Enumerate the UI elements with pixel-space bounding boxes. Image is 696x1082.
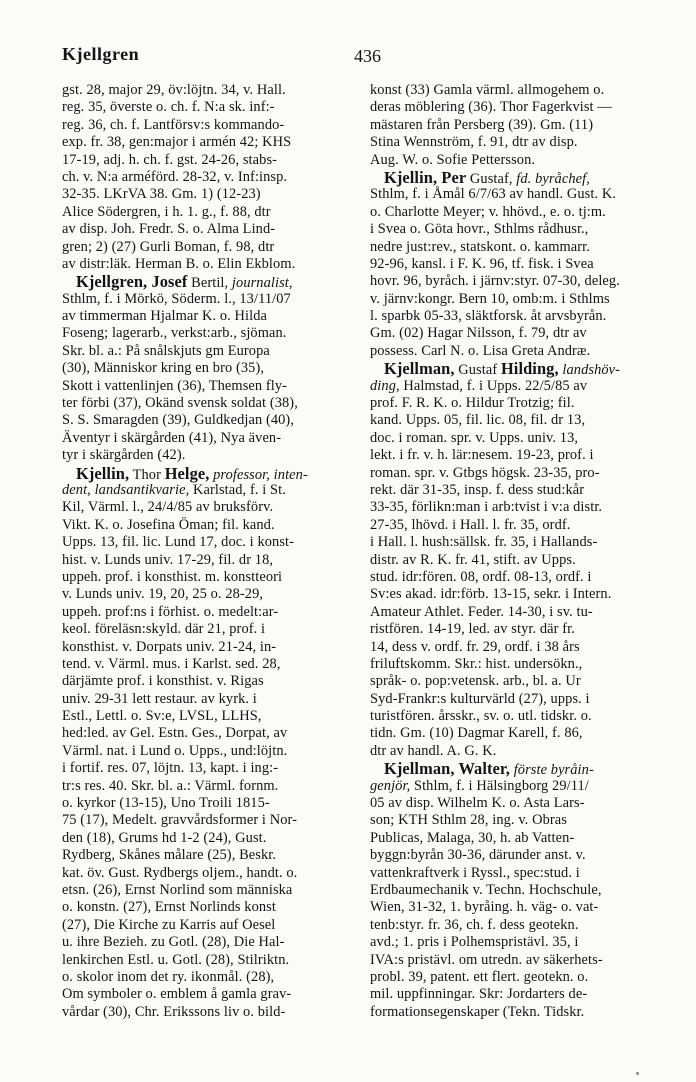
entry-title: landshöv-	[558, 362, 621, 379]
text-line: 05 av disp. Wilhelm K. o. Asta Lars-	[370, 795, 585, 812]
entry-headword: Kjellman,	[384, 359, 455, 379]
text-line: Äventyr i skärgården (41), Nya även-	[62, 429, 282, 446]
text-line: kat. öv. Gust. Rydbergs oljem., handt. o.	[62, 864, 298, 881]
text-line: av distr:läk. Herman B. o. Elin Ekblom.	[62, 255, 296, 272]
running-head: Kjellgren	[62, 44, 140, 64]
text-line: hed:led. av Gel. Estn. Ges., Dorpat, av	[62, 725, 288, 742]
entry-title: ding,	[370, 377, 400, 394]
text-line: Upps. 13, fil. lic. Lund 17, doc. i konst-	[62, 534, 295, 551]
text-line: Aug. W. o. Sofie Pettersson.	[370, 151, 536, 168]
text-line: rekt. där 31-35, insp. f. dess stud:kår	[370, 481, 585, 498]
text-line: byggn:byrån 30-36, därunder anst. v.	[370, 847, 586, 864]
text-line: mil. uppfinningar. Skr: Jordarters de-	[370, 986, 588, 1003]
text-line: ristfören. 14-19, led. av styr. där fr.	[370, 621, 575, 638]
text-line: hovr. 96, byråch. i järnv:styr. 07-30, deleg.	[370, 273, 620, 290]
text-line: o. kyrkor (13-15), Uno Troili 1815-	[62, 795, 270, 812]
text-line	[370, 778, 672, 795]
text-line	[370, 378, 672, 395]
text-line: vårdar (30), Chr. Erikssons liv o. bild-	[62, 1003, 286, 1020]
entry-text: Karlstad, f. i St.	[189, 481, 286, 498]
text-line: i Svea o. Göta hovr., Sthlms rådhusr.,	[370, 221, 589, 238]
text-line: distr. av R. K. fr. 41, stift. av Upps.	[370, 551, 576, 568]
text-line	[62, 465, 366, 482]
text-line: reg. 36, ch. f. Lantförsv:s kommando-	[62, 116, 285, 133]
text-line: i fortif. res. 07, löjtn. 13, kapt. i ing:-	[62, 760, 279, 777]
text-line: den (18), Grums hd 1-2 (24), Gust.	[62, 829, 267, 846]
text-line: S. S. Smaragden (39), Guldkedjan (40),	[62, 412, 295, 429]
text-line: Amateur Athlet. Feder. 14-30, i sv. tu-	[370, 603, 593, 620]
text-line: nedre just:rev., statskont. o. kammarr.	[370, 238, 590, 255]
text-line: friluftskomm. Skr.: hist. undersökn.,	[370, 655, 583, 672]
text-line: i Hall. l. hush:sällsk. fr. 35, i Hallands-	[370, 534, 598, 551]
entry-title: genjör,	[370, 777, 411, 794]
page-number: 436	[354, 46, 381, 66]
text-line: Publicas, Malaga, 30, h. ab Vatten-	[370, 829, 575, 846]
entry-text: Gustaf,	[466, 170, 517, 187]
entry-text: Halmstad, f. i Upps. 22/5/85 av	[399, 377, 588, 394]
text-line: av timmerman Hjalmar K. o. Hilda	[62, 308, 268, 325]
entry-headword: Kjellin,	[76, 463, 130, 483]
text-line: därjämte prof. i konsthist. v. Rigas	[62, 673, 264, 690]
text-line: 32-35. LKrVA 38. Gm. 1) (12-23)	[62, 186, 261, 203]
entry-text: Thor	[129, 466, 165, 483]
text-line: tend. v. Värml. mus. i Karlst. sed. 28,	[62, 655, 281, 672]
text-line: mästaren från Persberg (39). Gm. (11)	[370, 116, 594, 133]
text-line: Wien, 31-32, 1. byråing. h. väg- o. vat-	[370, 899, 599, 916]
text-line: konsthist. v. Dorpats univ. 21-24, in-	[62, 638, 277, 655]
text-line: Sthlm, f. i Mörkö, Söderm. l., 13/11/07	[62, 290, 291, 307]
text-line: l. sparbk 05-33, släktforsk. åt arvsbyrån.	[370, 308, 607, 325]
text-line: lekt. i fr. v. h. lär:nesem. 19-23, prof. i	[370, 447, 594, 464]
text-line: konst (33) Gamla värml. allmogehem o.	[370, 82, 605, 98]
text-line: avd.; 1. pris i Polhemspristävl. 35, i	[370, 934, 579, 951]
text-line: 27-35, lhövd. i Hall. l. fr. 35, ordf.	[370, 516, 571, 533]
text-line: prof. F. R. K. o. Hildur Trotzig; fil.	[370, 395, 575, 412]
text-line: roman. spr. v. Gtbgs högsk. 23-35, pro-	[370, 464, 600, 481]
text-line: tidn. Gm. (10) Dagmar Karell, f. 86,	[370, 725, 583, 742]
right-column	[370, 82, 672, 1021]
text-line: deras möblering (36). Thor Fagerkvist —	[370, 99, 612, 116]
text-line: Rydberg, Skånes målare (25), Beskr.	[62, 847, 277, 864]
text-line: Kil, Värml. l., 24/4/85 av bruksförv.	[62, 499, 274, 516]
text-line: Stina Wennström, f. 91, dtr av disp.	[370, 134, 578, 151]
text-line: Vikt. K. o. Josefina Öman; fil. kand.	[62, 516, 275, 533]
text-line: etsn. (26), Ernst Norlind som människa	[62, 881, 293, 898]
text-line: språk- o. pop:vetensk. arb., bl. a. Ur	[370, 673, 581, 690]
text-line: Om symboler o. emblem å gamla grav-	[62, 986, 292, 1003]
text-line: Sv:es akad. idr:förb. 13-15, sekr. i Intern.	[370, 586, 612, 603]
text-line: IVA:s pristävl. om utredn. av säkerhets-	[370, 951, 603, 968]
text-line	[370, 169, 672, 186]
text-line: Skott i vattenlinjen (36), Themsen fly-	[62, 377, 288, 394]
text-line: exp. fr. 38, gen:major i armén 42; KHS	[62, 134, 292, 151]
scan-speck	[636, 1072, 639, 1075]
text-line: v. järnv:kongr. Bern 10, omb:m. i Sthlms	[370, 290, 610, 307]
text-line: dtr av handl. A. G. K.	[370, 742, 497, 759]
text-line: 33-35, förlikn:man i arb:tvist i v:a distr.	[370, 499, 603, 516]
text-line: Sthlm, f. i Åmål 6/7/63 av handl. Gust. K.	[370, 186, 617, 203]
entry-text: Gustaf	[454, 362, 501, 379]
entry-title: journalist,	[231, 275, 293, 292]
entry-headword: Hilding,	[500, 359, 559, 379]
text-line: (30), Människor kring en bro (35),	[62, 360, 265, 377]
text-line: turistfören. årsskr., sv. o. utl. tidskr. o.	[370, 708, 592, 725]
text-line: univ. 29-31 lett restaur. av kyrk. i	[62, 690, 257, 707]
text-line: doc. i roman. spr. v. Upps. univ. 13,	[370, 429, 579, 446]
text-line: stud. idr:fören. 08, ordf. 08-13, ordf. i	[370, 568, 592, 585]
text-line: ter förbi (37), Okänd svensk soldat (38),	[62, 395, 298, 412]
text-line: Syd-Frankr:s kulturvärld (27), upps. i	[370, 690, 590, 707]
text-line: keol. föreläsn:skyld. där 21, prof. i	[62, 621, 266, 638]
entry-title: dent, landsantikvarie,	[62, 481, 190, 498]
left-column	[62, 82, 366, 1021]
text-line	[62, 273, 366, 290]
entry-title: förste byråin-	[510, 762, 594, 779]
text-line	[62, 482, 366, 499]
text-line: u. ihre Bezieh. zu Gotl. (28), Die Hal-	[62, 934, 285, 951]
text-line: 17-19, adj. h. ch. f. gst. 24-26, stabs-	[62, 151, 278, 168]
text-line: 14, dess v. ordf. fr. 29, ordf. i 38 års	[370, 638, 580, 655]
text-line: Foseng; lagerarb., verkst:arb., sjöman.	[62, 325, 287, 342]
text-line: tr:s res. 40. Skr. bl. a.: Värml. fornm.	[62, 777, 279, 794]
entry-text: Bertil,	[187, 275, 232, 292]
text-line: o. skolor inom det ry. ikonmål. (28),	[62, 968, 275, 985]
text-line: Skr. bl. a.: På snålskjuts gm Europa	[62, 342, 270, 359]
text-line: v. Lunds univ. 19, 20, 25 o. 28-29,	[62, 586, 264, 603]
text-line: lenkirchen Estl. u. Gotl. (28), Stilriktn.	[62, 951, 290, 968]
text-line	[370, 360, 672, 377]
text-line: Estl., Lettl. o. Sv:e, LVSL, LLHS,	[62, 708, 262, 725]
text-line: 92-96, kansl. i F. K. 96, tf. fisk. i Svea	[370, 255, 594, 272]
text-line: kand. Upps. 05, fil. lic. 08, fil. dr 13,	[370, 412, 586, 429]
entry-title: fd. byråchef,	[516, 170, 590, 187]
entry-title: professor, inten-	[209, 466, 308, 483]
text-line: (27), Die Kirche zu Karris auf Oesel	[62, 916, 276, 933]
text-line: formationsegenskaper (Tekn. Tidskr.	[370, 1003, 585, 1020]
text-line: son; KTH Sthlm 28, ing. v. Obras	[370, 812, 567, 829]
text-line: av disp. Joh. Fredr. S. o. Alma Lind-	[62, 221, 276, 238]
text-line: Gm. (02) Hagar Nilsson, f. 79, dtr av	[370, 325, 587, 342]
text-line: possess. Carl N. o. Lisa Greta Andræ.	[370, 342, 591, 359]
text-line: reg. 35, överste o. ch. f. N:a sk. inf:-	[62, 99, 275, 116]
text-line: gst. 28, major 29, öv:löjtn. 34, v. Hall.	[62, 82, 286, 98]
text-line: o. konstn. (27), Ernst Norlinds konst	[62, 899, 276, 916]
entry-headword: Kjellin, Per	[384, 167, 467, 187]
text-line: tyr i skärgården (42).	[62, 447, 186, 464]
text-line: uppeh. prof. i konsthist. m. konstteori	[62, 568, 283, 585]
entry-headword: Kjellman, Walter,	[384, 759, 510, 779]
text-line: Erdbaumechanik v. Techn. Hochschule,	[370, 881, 602, 898]
text-line: probl. 39, patent. ett flert. geotekn. o.	[370, 968, 589, 985]
entry-headword: Kjellgren, Josef	[76, 272, 188, 292]
text-line: 75 (17), Medelt. gravvårdsformer i Nor-	[62, 812, 297, 829]
text-line: Värml. nat. i Lund o. Upps., und:löjtn.	[62, 742, 288, 759]
text-line: uppeh. prof:ns i förhist. o. medelt:ar-	[62, 603, 279, 620]
entry-text: Sthlm, f. i Hälsingborg 29/11/	[410, 777, 589, 794]
text-line: Alice Södergren, i h. 1. g., f. 88, dtr	[62, 203, 271, 220]
text-line: hist. v. Lunds univ. 17-29, fil. dr 18,	[62, 551, 274, 568]
text-line: ch. v. N:a arméförd. 28-32, v. Inf:insp.	[62, 168, 288, 185]
text-line: vattenkraftverk i Ryssl., spec:stud. i	[370, 864, 580, 881]
entry-headword: Helge,	[164, 463, 210, 483]
text-line: o. Charlotte Meyer; v. hhövd., e. o. tj:m.	[370, 203, 606, 220]
text-line	[370, 760, 672, 777]
text-line: gren; 2) (27) Gurli Boman, f. 98, dtr	[62, 238, 275, 255]
text-line: tenb:styr. fr. 36, ch. f. dess geotekn.	[370, 916, 579, 933]
